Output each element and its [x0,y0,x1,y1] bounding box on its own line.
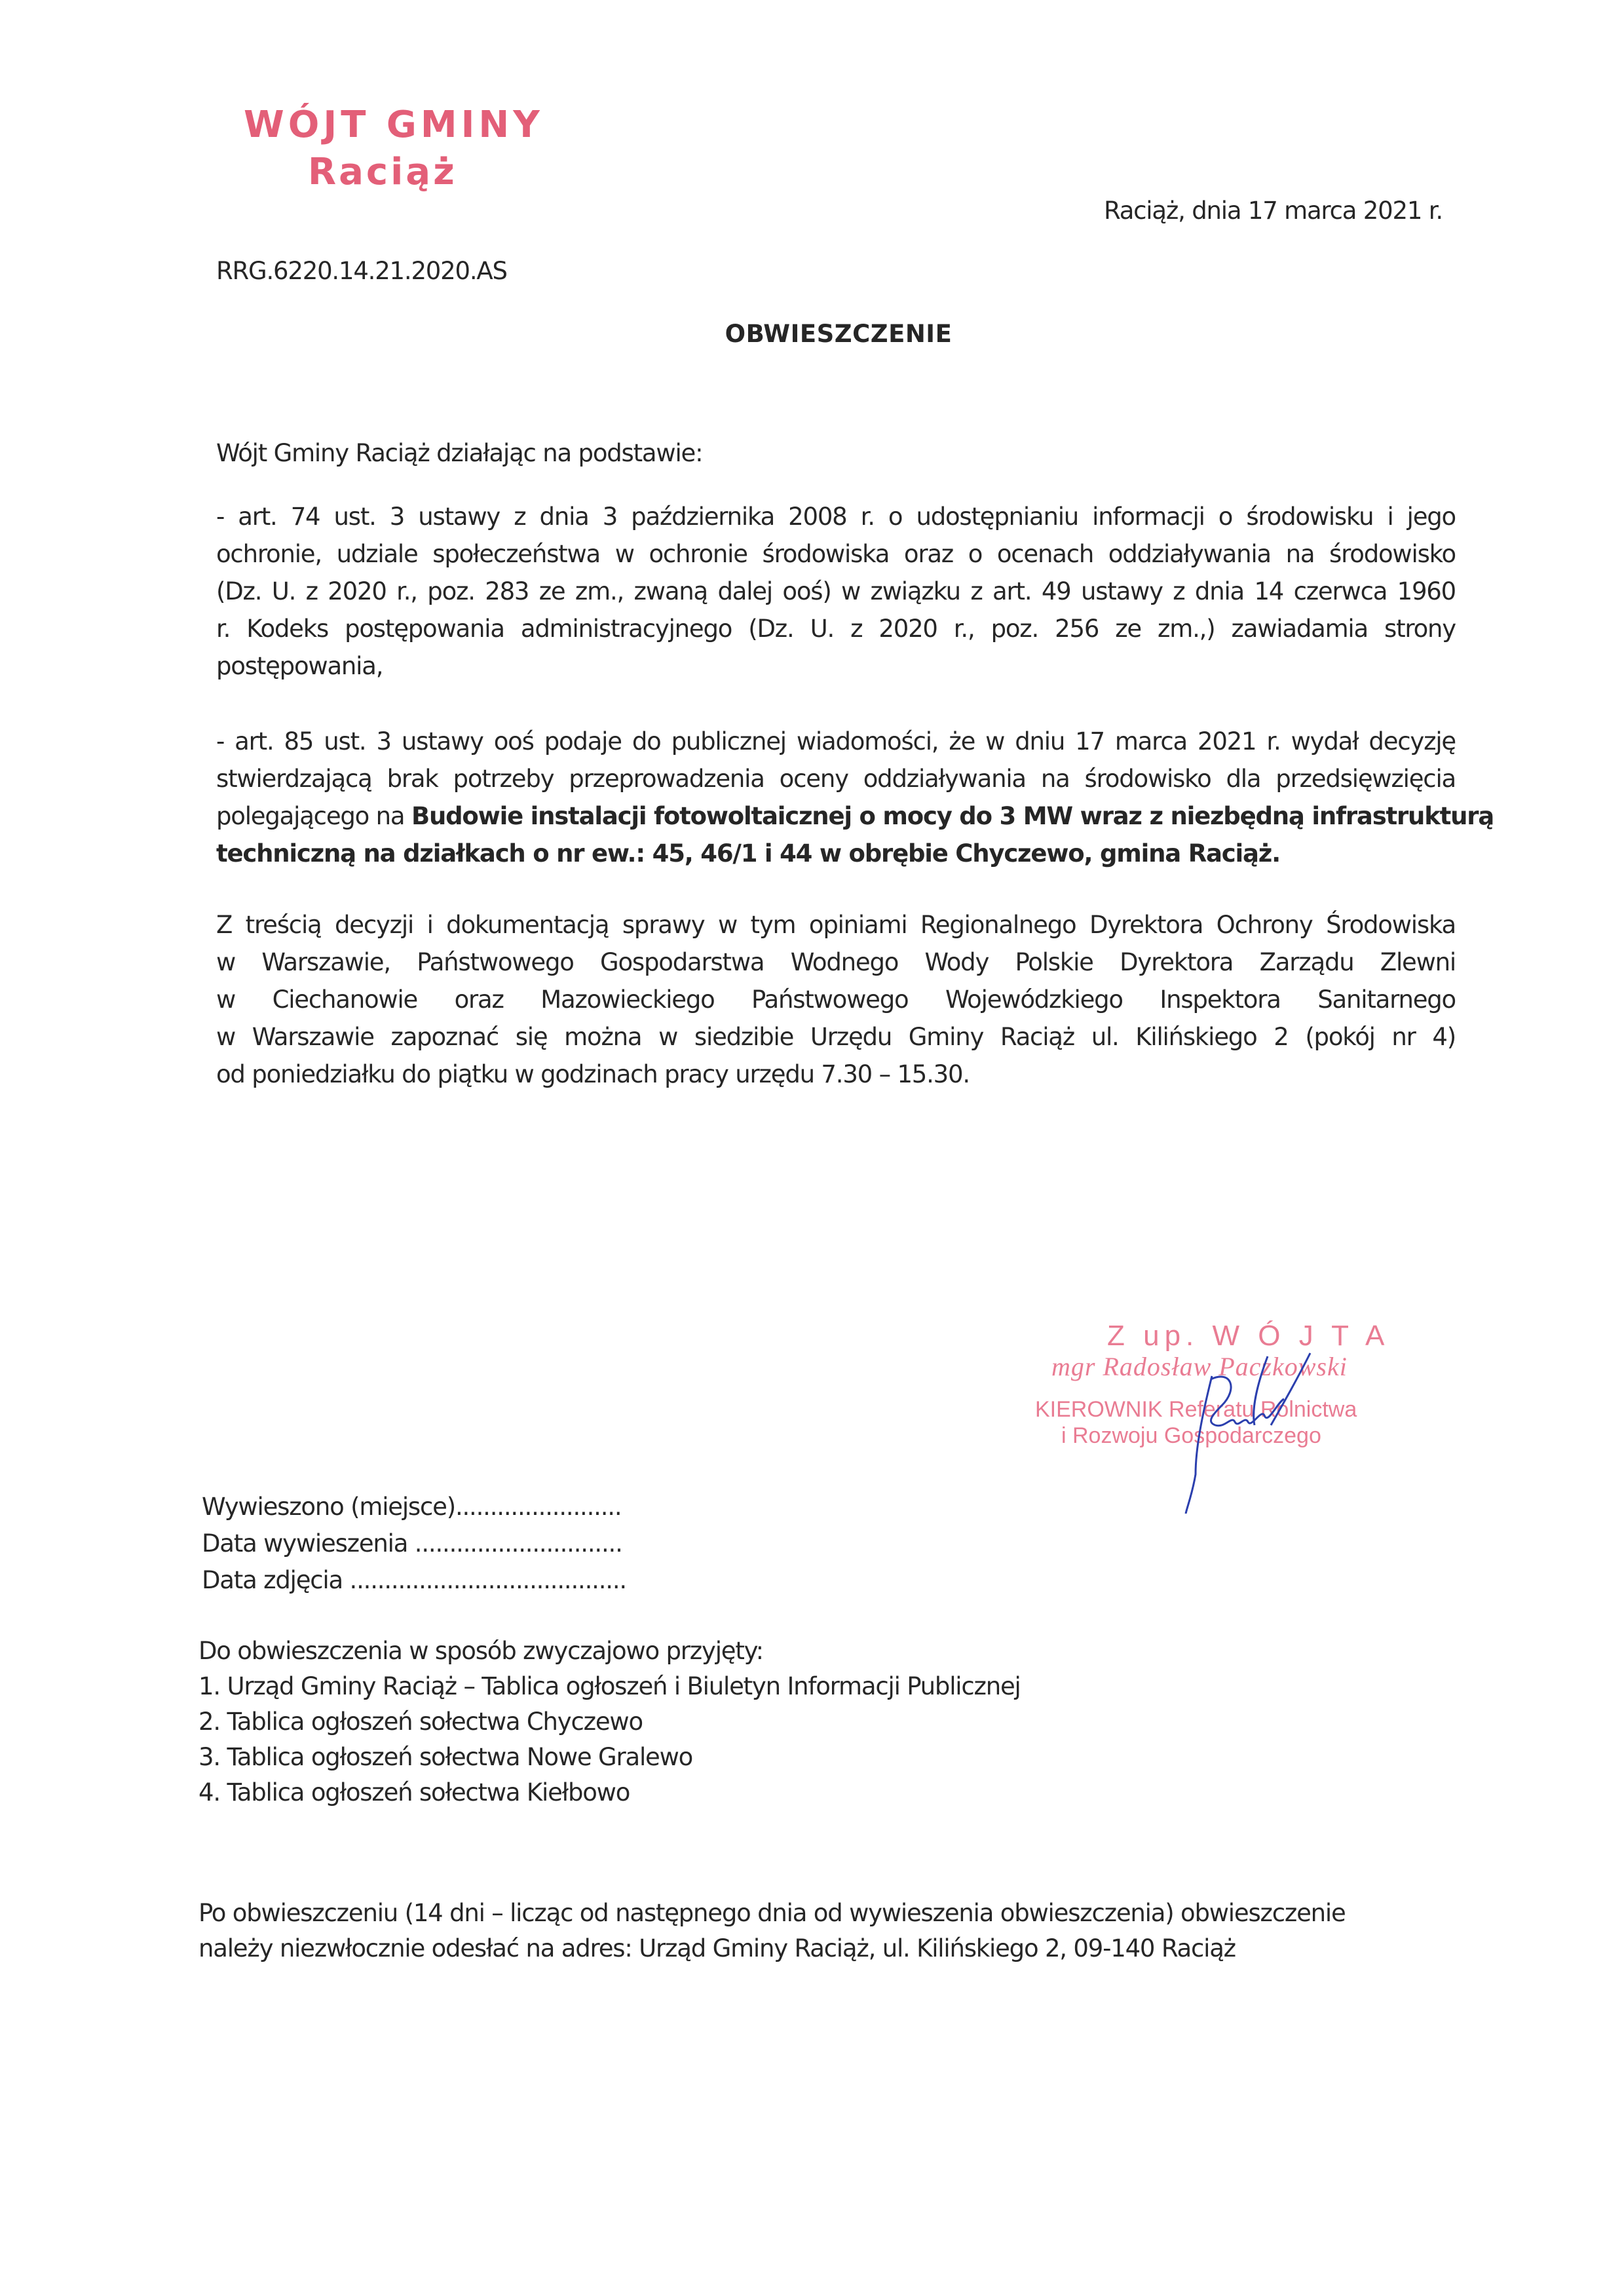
paragraph-line: w Warszawie, Państwowego Gospodarstwa Wodnego Wody Polskie Dyrektora Zarządu Zlewni [216,948,1456,976]
paragraph-line [216,835,1456,872]
paragraph-line: r. Kodeks postępowania administracyjnego (Dz. U. z 2020 r., poz. 256 ze zm.,) zawiadamia strony [216,615,1456,643]
paragraph-line-mixed [216,797,1494,835]
paragraph-line: (Dz. U. z 2020 r., poz. 283 ze zm., zwaną dalej ooś) w związku z art. 49 ustawy z dnia 14 czerwca 1960 [216,577,1456,605]
project-location-bold: techniczną na działkach o nr ew.: 45, 46/1 i 44 w obrębie Chyczewo, gmina Raciąż. [216,839,1280,868]
distribution-item: 1. Urząd Gminy Raciąż – Tablica ogłoszeń i Biuletyn Informacji Publicznej [198,1672,1021,1700]
intro-text: Wójt Gminy Raciąż działając na podstawie: [216,439,703,467]
reference-number: RRG.6220.14.21.2020.AS [216,257,507,285]
paragraph-line: postępowania, [216,652,383,680]
paragraph-line: w Ciechanowie oraz Mazowieckiego Państwowego Wojewódzkiego Inspektora Sanitarnego [216,985,1456,1014]
office-stamp-line1: WÓJT GMINY [244,104,544,146]
paragraph-line: - art. 74 ust. 3 ustawy z dnia 3 października 2008 r. o udostępnianiu informacji o środowisku i jego [216,503,1456,531]
document-title: OBWIESZCZENIE [725,320,953,348]
office-stamp-line2: Raciąż [308,151,457,193]
paragraph-line: od poniedziałku do piątku w godzinach pracy urzędu 7.30 – 15.30. [216,1060,970,1088]
posted-date-field: Data wywieszenia .............................. [202,1529,622,1558]
distribution-item: 3. Tablica ogłoszeń sołectwa Nowe Gralewo [198,1743,693,1771]
footer-instruction-line2: należy niezwłocznie odesłać na adres: Urząd Gminy Raciąż, ul. Kilińskiego 2, 09-140 Raciąż [198,1934,1236,1962]
signature-stamp-department: i Rozwoju Gospodarczego [1061,1423,1321,1448]
paragraph-legal-basis [216,498,1456,685]
paragraph-line: Z treścią decyzji i dokumentacją sprawy w tym opiniami Regionalnego Dyrektora Ochrony Środowiska [216,911,1456,939]
document-date: Raciąż, dnia 17 marca 2021 r. [1104,197,1443,225]
signature-stamp-position: KIEROWNIK Referatu Rolnictwa [1035,1397,1357,1422]
distribution-heading: Do obwieszczenia w sposób zwyczajowo przyjęty: [198,1637,763,1665]
signature-stamp-line1: Z up. W Ó J T A [1107,1320,1390,1352]
paragraph-line: ochronie, udziale społeczeństwa w ochronie środowiska oraz o ocenach oddziaływania na środowisko [216,540,1456,568]
handwritten-signature-icon [1035,1317,1441,1514]
project-name-bold: Budowie instalacji fotowoltaicznej o mocy do 3 MW wraz z niezbędną infrastrukturą [411,802,1494,830]
paragraph-decision [216,723,1494,872]
paragraph-line: w Warszawie zapoznać się można w siedzibie Urzędu Gminy Raciąż ul. Kilińskiego 2 (pokój nr 4) [216,1023,1456,1051]
distribution-item: 4. Tablica ogłoszeń sołectwa Kiełbowo [198,1778,630,1807]
signature-stamp-name: mgr Radosław Paczkowski [1051,1352,1348,1381]
removed-date-field: Data zdjęcia ........................................ [202,1566,626,1594]
paragraph-line: - art. 85 ust. 3 ustawy ooś podaje do publicznej wiadomości, że w dniu 17 marca 2021 r. wydał decyzję [216,727,1456,756]
posted-place-field: Wywieszono (miejsce)........................ [202,1493,622,1521]
distribution-item: 2. Tablica ogłoszeń sołectwa Chyczewo [198,1708,643,1736]
signature-block [1035,1317,1441,1474]
paragraph-text: polegającego na [216,802,411,830]
paragraph-line: stwierdzającą brak potrzeby przeprowadzenia oceny oddziaływania na środowisko dla przedsięwzięcia [216,765,1456,793]
paragraph-access-info [216,906,1456,1093]
footer-instruction-line1: Po obwieszczeniu (14 dni – licząc od następnego dnia od wywieszenia obwieszczenia) obwieszczenie [198,1899,1346,1927]
